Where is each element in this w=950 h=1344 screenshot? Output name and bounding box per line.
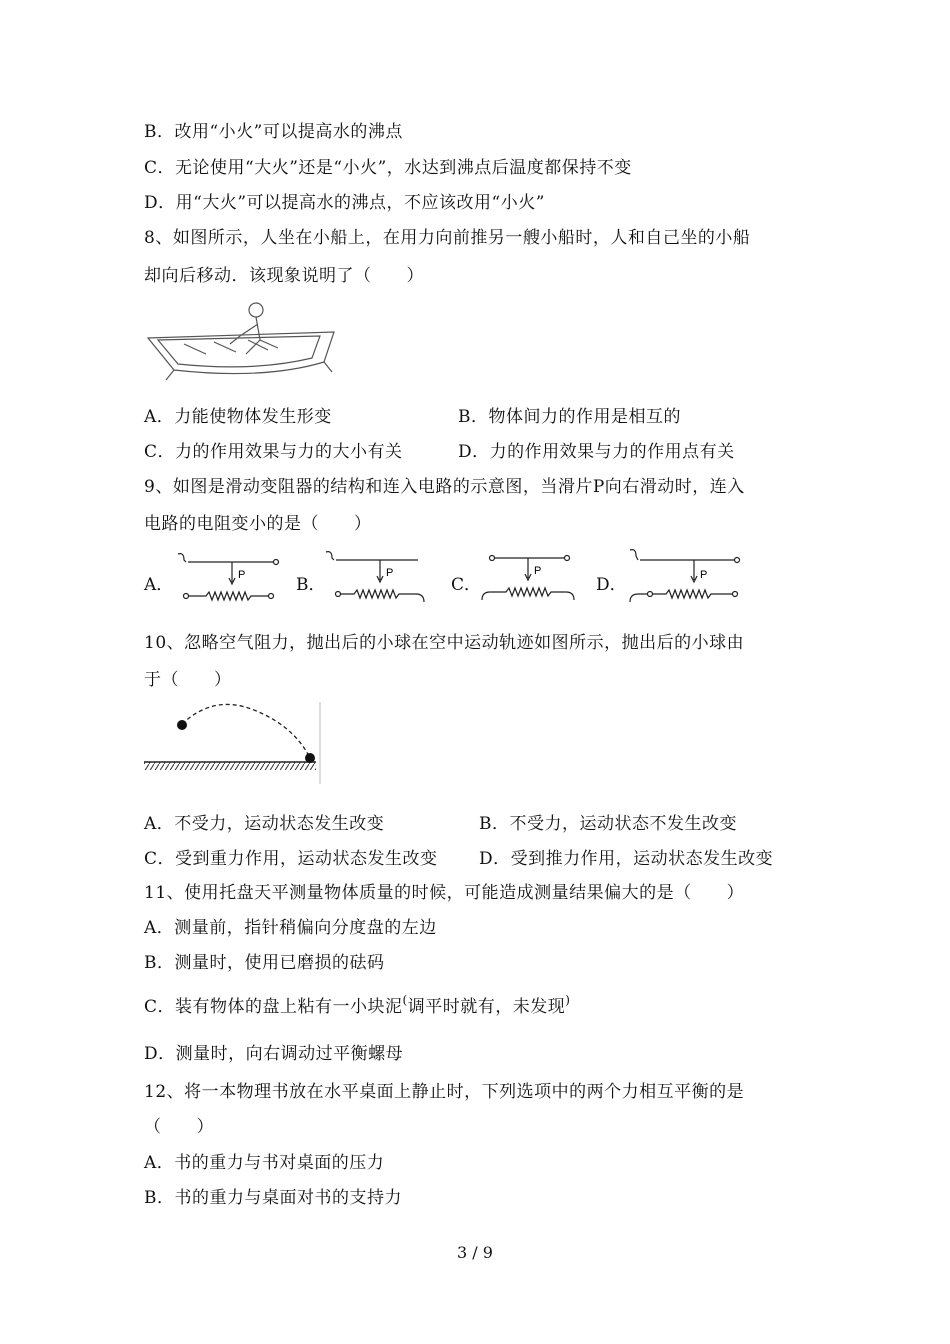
q9-label-c: C． bbox=[451, 575, 482, 595]
q8-stem-line2: 却向后移动．该现象说明了（ ） bbox=[144, 266, 424, 286]
rheostat-a bbox=[176, 548, 282, 608]
q10-option-d: D．受到推力作用，运动状态发生改变 bbox=[479, 849, 774, 869]
q11-stem: 11、使用托盘天平测量物体质量的时候，可能造成测量结果偏大的是（ ） bbox=[144, 883, 745, 903]
q8-stem-line1: 8、如图所示，人坐在小船上，在用力向前推另一艘小船时，人和自己坐的小船 bbox=[144, 228, 751, 248]
q10-option-b: B．不受力，运动状态不发生改变 bbox=[479, 814, 737, 834]
q10-stem-line2: 于（ ） bbox=[144, 670, 232, 690]
q7-option-c: C．无论使用“大火”还是“小火”，水达到沸点后温度都保持不变 bbox=[144, 158, 632, 178]
q11-option-c-open-paren: ( bbox=[402, 993, 408, 1007]
q9-stem-line2: 电路的电阻变小的是（ ） bbox=[144, 514, 372, 534]
rheostat-d bbox=[628, 546, 744, 608]
q9-stem-line1: 9、如图是滑动变阻器的结构和连入电路的示意图，当滑片P向右滑动时，连入 bbox=[144, 477, 745, 497]
q11-option-a: A．测量前，指针稍偏向分度盘的左边 bbox=[144, 918, 437, 938]
q10-stem-line1: 10、忽略空气阻力，抛出后的小球在空中运动轨迹如图所示，抛出后的小球由 bbox=[144, 633, 745, 653]
q10-option-a: A．不受力，运动状态发生改变 bbox=[144, 814, 385, 834]
q11-option-d: D．测量时，向右调动过平衡螺母 bbox=[144, 1044, 404, 1064]
q11-option-c-main: C．装有物体的盘上粘有一小块泥 bbox=[144, 997, 403, 1017]
boat-figure bbox=[144, 296, 344, 386]
q7-option-d: D．用“大火”可以提高水的沸点，不应该改用“小火” bbox=[144, 193, 545, 213]
projectile-figure bbox=[144, 700, 324, 786]
q8-option-d: D．力的作用效果与力的作用点有关 bbox=[458, 442, 735, 462]
slider-label-d: P bbox=[700, 569, 708, 581]
q11-option-c-close-paren: ) bbox=[565, 993, 571, 1007]
q12-option-a: A．书的重力与书对桌面的压力 bbox=[144, 1153, 385, 1173]
q8-option-c: C．力的作用效果与力的大小有关 bbox=[144, 442, 403, 462]
q8-option-b: B．物体间力的作用是相互的 bbox=[458, 407, 681, 427]
q9-label-d: D． bbox=[596, 575, 627, 595]
q8-option-a: A．力能使物体发生形变 bbox=[144, 407, 332, 427]
rheostat-b bbox=[324, 548, 430, 608]
q11-option-c bbox=[144, 993, 571, 1019]
ball-end bbox=[305, 753, 315, 763]
q9-label-b: B． bbox=[296, 575, 326, 595]
slider-label-c: P bbox=[534, 565, 542, 577]
page-number: 3 / 9 bbox=[457, 1243, 493, 1262]
q11-option-b: B．测量时，使用已磨损的砝码 bbox=[144, 953, 385, 973]
q12-stem-line1: 12、将一本物理书放在水平桌面上静止时，下列选项中的两个力相互平衡的是 bbox=[144, 1082, 745, 1102]
q12-stem-line2: （ ） bbox=[144, 1117, 214, 1137]
slider-label-a: P bbox=[238, 569, 246, 581]
q12-option-b: B．书的重力与桌面对书的支持力 bbox=[144, 1188, 402, 1208]
q7-option-b: B．改用“小火”可以提高水的沸点 bbox=[144, 122, 403, 142]
q11-option-c-note: 调平时就有，未发现 bbox=[407, 997, 566, 1017]
slider-label-b: P bbox=[386, 567, 394, 579]
q10-option-c: C．受到重力作用，运动状态发生改变 bbox=[144, 849, 438, 869]
rheostat-c bbox=[478, 548, 584, 608]
ball-start bbox=[177, 720, 187, 730]
q9-label-a: A． bbox=[144, 575, 174, 595]
